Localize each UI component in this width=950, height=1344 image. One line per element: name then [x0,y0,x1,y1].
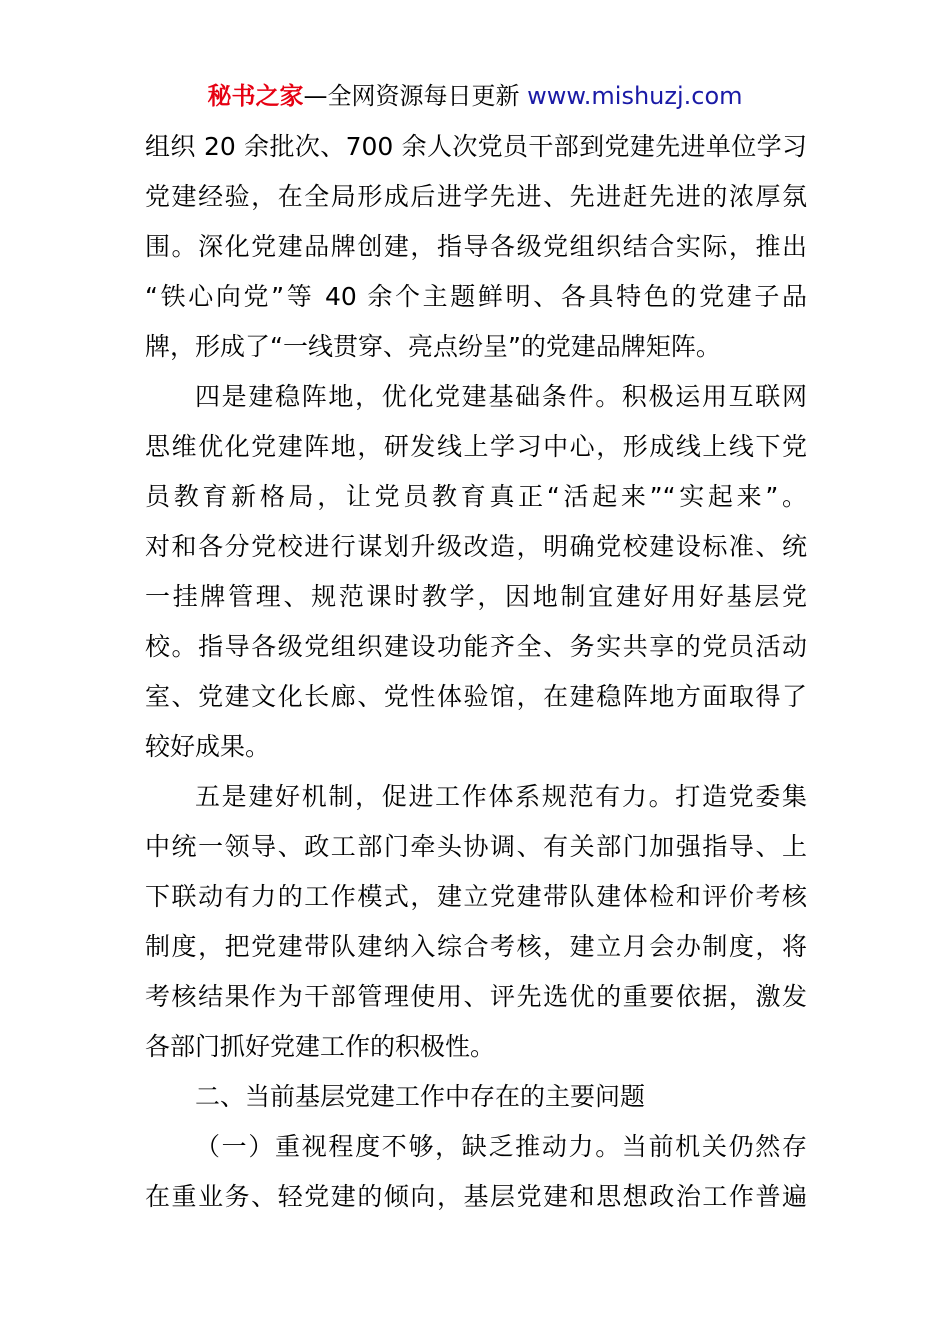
text-line: 员教育新格局，让党员教育真正“活起来”“实起来”。 [145,482,807,511]
paragraph-start: 五是建好机制，促进工作体系规范有力。打造党委集 [195,782,807,811]
text-line: 各部门抓好党建工作的积极性。 [145,1032,496,1061]
text-line: 室、党建文化长廊、党性体验馆，在建稳阵地方面取得了 [145,682,807,711]
brand-name: 秘书之家 [207,82,304,110]
text-line: 在重业务、轻党建的倾向，基层党建和思想政治工作普遍 [145,1182,807,1211]
text-line: “铁心向党”等 40 余个主题鲜明、各具特色的党建子品 [145,282,807,311]
header-tagline: —全网资源每日更新 [303,82,528,110]
paragraph-start: （一）重视程度不够，缺乏推动力。当前机关仍然存 [195,1132,807,1161]
section-heading: 二、当前基层党建工作中存在的主要问题 [195,1082,646,1111]
text-line: 制度，把党建带队建纳入综合考核，建立月会办制度，将 [145,932,807,961]
text-line: 牌，形成了“一线贯穿、亮点纷呈”的党建品牌矩阵。 [145,332,721,361]
document-body [145,122,807,1222]
text-line: 一挂牌管理、规范课时教学，因地制宜建好用好基层党 [145,582,807,611]
text-line: 中统一领导、政工部门牵头协调、有关部门加强指导、上 [145,832,807,861]
site-header [0,79,950,113]
paragraph-start: 四是建稳阵地，优化党建基础条件。积极运用互联网 [195,382,807,411]
text-line: 组织 20 余批次、700 余人次党员干部到党建先进单位学习 [145,132,807,161]
text-line: 党建经验，在全局形成后进学先进、先进赶先进的浓厚氛 [145,182,807,211]
site-url[interactable]: www.mishuzj.com [527,82,743,110]
text-line: 较好成果。 [145,732,271,761]
text-line: 思维优化党建阵地，研发线上学习中心，形成线上线下党 [145,432,807,461]
text-line: 校。指导各级党组织建设功能齐全、务实共享的党员活动 [145,632,807,661]
text-line: 下联动有力的工作模式，建立党建带队建体检和评价考核 [145,882,807,911]
text-line: 对和各分党校进行谋划升级改造，明确党校建设标准、统 [145,532,807,561]
text-line: 考核结果作为干部管理使用、评先选优的重要依据，激发 [145,982,807,1011]
text-line: 围。深化党建品牌创建，指导各级党组织结合实际，推出 [145,232,807,261]
